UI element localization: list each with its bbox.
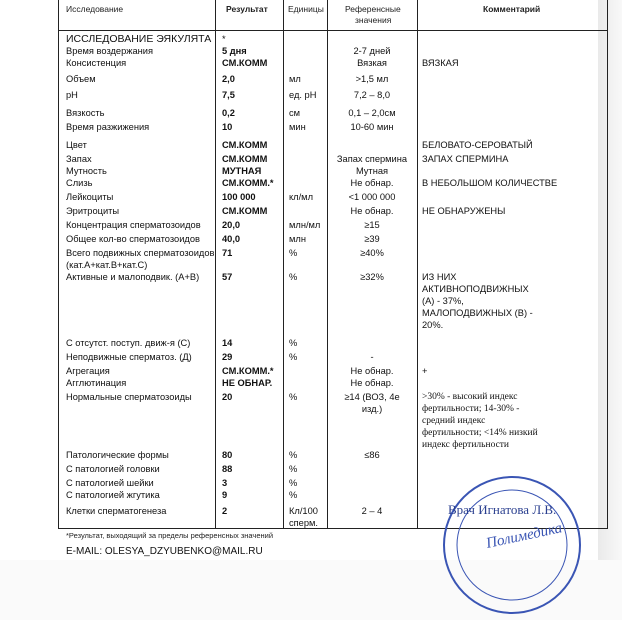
row-result: 80 xyxy=(222,450,233,460)
row-result: 2 xyxy=(222,506,228,516)
row-ref-value: Мутная xyxy=(355,166,389,176)
row-units: % xyxy=(289,464,298,474)
row-ref-value: Не обнар. xyxy=(350,366,394,376)
row-test-name: Запах xyxy=(66,154,92,164)
row-test-name: Цвет xyxy=(66,140,87,150)
row-ref-value: <1 000 000 xyxy=(348,192,396,202)
row-ref-value: Не обнар. xyxy=(350,178,394,188)
row-ref-value-extra: изд.) xyxy=(361,404,383,414)
row-units: % xyxy=(289,490,298,500)
row-result: СМ.КОММ xyxy=(222,140,268,150)
row-result: 2,0 xyxy=(222,74,235,84)
section-title: ИССЛЕДОВАНИЕ ЭЯКУЛЯТА xyxy=(66,33,212,45)
row-test-name: Вязкость xyxy=(66,108,105,118)
row-test-name: Время разжижения xyxy=(66,122,150,132)
header-test: Исследование xyxy=(66,4,124,14)
contact-email: E-MAIL: OLESYA_DZYUBENKO@MAIL.RU xyxy=(66,546,263,557)
row-test-name: Агглютинация xyxy=(66,378,127,388)
row-units: Кл/100 xyxy=(289,506,318,516)
row-comment: НЕ ОБНАРУЖЕНЫ xyxy=(422,206,506,216)
row-test-name: pH xyxy=(66,90,78,100)
row-ref-value: ≤86 xyxy=(364,450,380,460)
row-test-name: Эритроциты xyxy=(66,206,120,216)
row-units: % xyxy=(289,478,298,488)
row-ref-value: 2 – 4 xyxy=(361,506,383,516)
row-units: % xyxy=(289,450,298,460)
row-units: % xyxy=(289,352,298,362)
row-test-name: Объем xyxy=(66,74,96,84)
col-rule-ref xyxy=(327,0,328,528)
header-comment: Комментарий xyxy=(483,4,541,14)
row-comment: В НЕБОЛЬШОМ КОЛИЧЕСТВЕ xyxy=(422,178,558,188)
row-comment: ЗАПАХ СПЕРМИНА xyxy=(422,154,509,164)
row-result: СМ.КОММ.* xyxy=(222,366,274,376)
row-result: 20,0 xyxy=(222,220,241,230)
row-test-name: Активные и малоподвик. (А+В) xyxy=(66,272,200,282)
row-comment: ИЗ НИХ АКТИВНОПОДВИЖНЫХ (А) - 37%, МАЛОПОДВИЖНЫХ (В) - 20%. xyxy=(422,272,533,330)
row-ref-value: 2-7 дней xyxy=(353,46,391,56)
row-ref-value: Не обнар. xyxy=(350,206,394,216)
row-test-name: Неподвижные сперматоз. (Д) xyxy=(66,352,192,362)
row-comment: + xyxy=(422,366,428,376)
row-result: 29 xyxy=(222,352,233,362)
header-rule xyxy=(58,30,608,31)
row-ref-value: ≥40% xyxy=(360,248,384,258)
row-units: ед. pH xyxy=(289,90,317,100)
row-result: СМ.КОММ xyxy=(222,58,268,68)
row-result: 20 xyxy=(222,392,233,402)
row-test-name: Время воздержания xyxy=(66,46,154,56)
row-ref-value: Вязкая xyxy=(357,58,387,68)
col-rule-left xyxy=(58,0,59,528)
row-test-name: Концентрация сперматозоидов xyxy=(66,220,201,230)
row-test-name: Агрегация xyxy=(66,366,110,376)
page-edge xyxy=(598,0,622,560)
row-ref-value: >1,5 мл xyxy=(355,74,389,84)
row-comment: ВЯЗКАЯ xyxy=(422,58,459,68)
row-result: СМ.КОММ.* xyxy=(222,178,274,188)
row-ref-value: ≥14 (ВОЗ, 4е xyxy=(344,392,400,402)
header-result: Результат xyxy=(226,4,268,14)
row-result: 10 xyxy=(222,122,233,132)
row-ref-value: ≥39 xyxy=(364,234,380,244)
row-ref-value: 7,2 – 8,0 xyxy=(353,90,391,100)
row-units: % xyxy=(289,392,298,402)
header-ref-1: Референсные xyxy=(345,4,401,14)
col-rule-units xyxy=(283,0,284,528)
row-ref-value: Не обнар. xyxy=(350,378,394,388)
row-units-extra: сперм. xyxy=(289,518,318,528)
row-units: мин xyxy=(289,122,306,132)
row-result: 0,2 xyxy=(222,108,235,118)
row-test-name: С отсутст. поступ. движ-я (С) xyxy=(66,338,191,348)
row-result: 5 дня xyxy=(222,46,247,56)
row-test-name: Общее кол-во сперматозоидов xyxy=(66,234,200,244)
clinic-stamp xyxy=(437,470,587,620)
row-comment: БЕЛОВАТО-СЕРОВАТЫЙ xyxy=(422,140,533,150)
footnote: *Результат, выходящий за пределы референсных значений xyxy=(66,531,274,540)
row-ref-value: ≥15 xyxy=(364,220,380,230)
row-ref-value: Запах спермина xyxy=(336,154,408,164)
row-ref-value: - xyxy=(370,352,374,362)
doctor-signature: Врач Игнатова Л.В. xyxy=(448,502,557,517)
section-mark: * xyxy=(222,34,226,44)
row-units: % xyxy=(289,338,298,348)
row-test-name: Консистенция xyxy=(66,58,127,68)
row-test-name-extra: (кат.А+кат.В+кат.С) xyxy=(66,260,148,270)
row-result: 88 xyxy=(222,464,233,474)
row-units: мл xyxy=(289,74,301,84)
row-test-name: С патологией головки xyxy=(66,464,160,474)
row-units: млн xyxy=(289,234,306,244)
header-ref-2: значения xyxy=(355,15,392,25)
row-test-name: Клетки сперматогенеза xyxy=(66,506,167,516)
row-result: МУТНАЯ xyxy=(222,166,262,176)
row-result: НЕ ОБНАР. xyxy=(222,378,273,388)
row-comment: >30% - высокий индекс фертильности; 14-30% - средний индекс фертильности; <14% низкий индекс фертильности xyxy=(422,392,538,450)
row-ref-value: 0,1 – 2,0см xyxy=(348,108,396,118)
row-result: 3 xyxy=(222,478,228,488)
row-test-name: С патологией шейки xyxy=(66,478,154,488)
row-result: 7,5 xyxy=(222,90,235,100)
header-units: Единицы xyxy=(288,4,324,14)
row-result: 40,0 xyxy=(222,234,241,244)
row-result: 71 xyxy=(222,248,233,258)
row-result: СМ.КОММ xyxy=(222,206,268,216)
row-units: см xyxy=(289,108,301,118)
row-result: 9 xyxy=(222,490,228,500)
row-test-name: Слизь xyxy=(66,178,93,188)
stamp-text: Полимедика xyxy=(484,520,564,552)
row-test-name: Всего подвижных сперматозоидов xyxy=(66,248,215,258)
row-test-name: Патологические формы xyxy=(66,450,169,460)
row-test-name: Нормальные сперматозоиды xyxy=(66,392,192,402)
row-units: кл/мл xyxy=(289,192,313,202)
row-ref-value: 10-60 мин xyxy=(350,122,394,132)
row-test-name: Мутность xyxy=(66,166,107,176)
row-result: 100 000 xyxy=(222,192,256,202)
col-rule-right xyxy=(607,0,608,528)
row-test-name: С патологией жгутика xyxy=(66,490,160,500)
row-test-name: Лейкоциты xyxy=(66,192,114,202)
row-units: % xyxy=(289,272,298,282)
row-units: % xyxy=(289,248,298,258)
col-rule-result xyxy=(215,0,216,528)
col-rule-comment xyxy=(417,0,418,528)
row-ref-value: ≥32% xyxy=(360,272,384,282)
row-result: СМ.КОММ xyxy=(222,154,268,164)
row-result: 14 xyxy=(222,338,233,348)
row-units: млн/мл xyxy=(289,220,321,230)
row-result: 57 xyxy=(222,272,233,282)
